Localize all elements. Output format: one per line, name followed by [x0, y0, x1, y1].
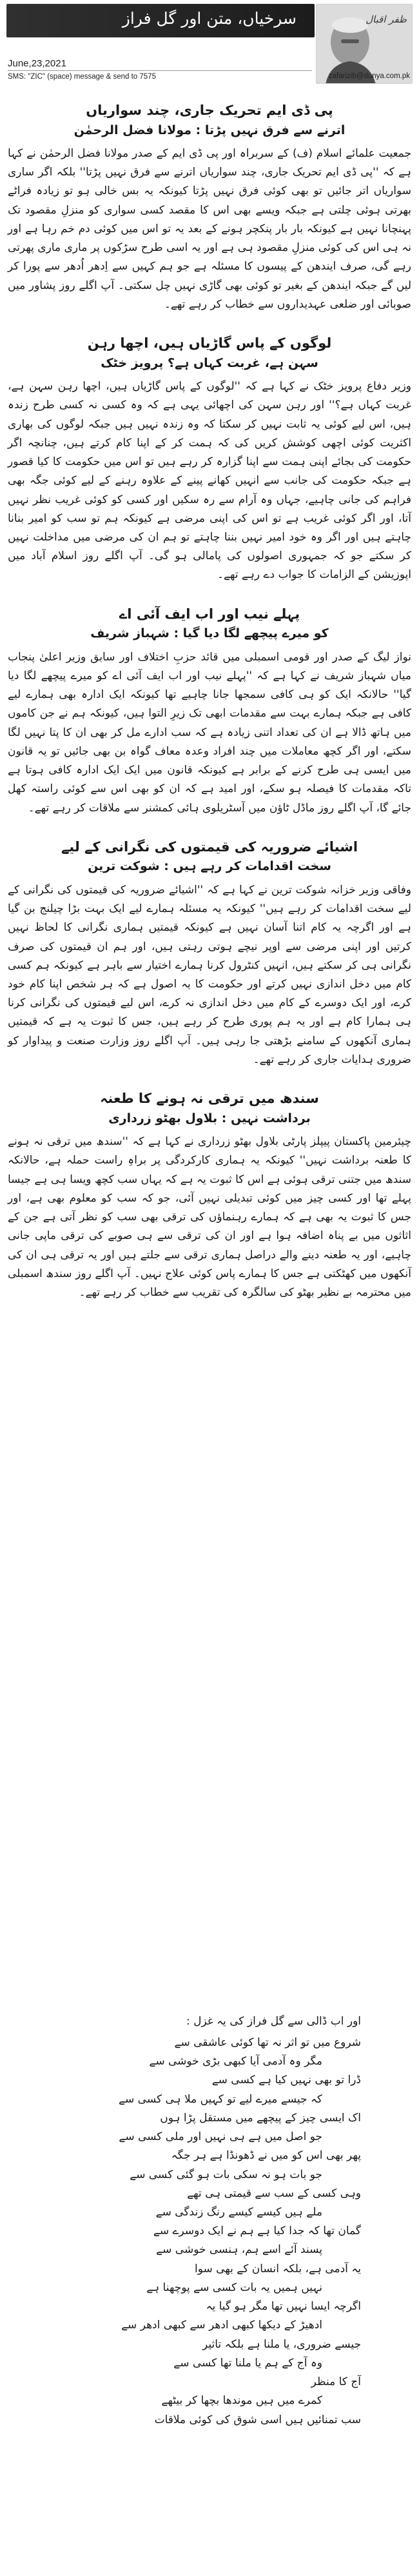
article-subhead: برداشت نہیں : بلاول بھٹو زرداری — [108, 1111, 311, 1125]
ghazal-line: ادھیڑ کے دیکھا کبھی ادھر سے کبھی ادھر سے — [121, 2319, 322, 2332]
author-signature: ظفر اقبال — [365, 14, 407, 25]
ghazal-line: یہ آدمی ہے، بلکہ انسان کے بھی سوا — [194, 2262, 361, 2275]
ghazal-line: سب تمنائیں ہیں اسی شوق کی کوئی ملاقات — [154, 2413, 361, 2426]
ghazal-line: اک ایسی چیز کے پیچھے میں مستقل پڑا ہوں — [160, 2111, 361, 2125]
title-banner — [6, 4, 315, 37]
article-section — [8, 604, 411, 818]
ghazal-line: وہی کسی کے سب سے قیمتی ہی تھے — [187, 2186, 361, 2200]
ghazal-line: ملے ہیں کیسے کیسے رنگ زندگی سے — [155, 2206, 322, 2219]
ghazal-line: جو بات ہو نہ سکی بات ہو گئی کسی سے — [130, 2168, 322, 2181]
ghazal-line: کہ جیسے میرے لیے تو کہیں ملا ہی کسی سے — [119, 2092, 322, 2106]
article-section — [8, 333, 411, 585]
article-headline: اشیائے ضروریہ کی قیمتوں کی نگرانی کے لیے — [61, 838, 358, 855]
column-body — [8, 97, 411, 1309]
ghazal-line: آج کا منظر — [311, 2375, 361, 2389]
article-headline: لوگوں کے پاس گاڑیاں ہیں، اچھا رہن — [87, 335, 332, 352]
ghazal-line: نہیں ہمیں یہ بات کسی سے پوچھنا ہے — [146, 2281, 322, 2294]
column-masthead — [6, 4, 413, 94]
article-headline: سندھ میں ترقی نہ ہونے کا طعنہ — [100, 1091, 319, 1107]
article-subhead: کو میرے پیچھے لگا دیا گیا : شہباز شریف — [90, 626, 329, 641]
article-headline: پہلے نیب اور اب ایف آئی اے — [119, 606, 300, 622]
article-subhead: سہن ہے، غربت کہاں ہے؟ پرویز خٹک — [101, 355, 318, 370]
article-section — [8, 837, 411, 1069]
ghazal-line: شروع میں تو اثر نہ تھا کوئی عاشقی سے — [174, 2036, 361, 2049]
article-paragraph: وفاقی وزیر خزانہ شوکت ترین نے کہا ہے کہ ''اشیائے ضروریہ کی قیمتوں کی نگرانی کے لیے سخت اقدامات کر رہے ہیں'' کیونکہ یہ مسئلہ ہمارے لیے ایک بہت بڑا چیلنج بن گیا ہے اور اگرچہ یہ کام اتنا آسان نہیں ہے کیونکہ قیمتیں ہماری نگرانی کا لحاظ نہیں کرتیں اور اپنی مرضی سے اوپر نیچے ہوتی رہتی ہیں، اور ہم ان قیمتوں کی صرف نگرانی ہی کر سکتے ہیں، انہیں کنٹرول کرنا ہمارے اختیار سے باہر ہے کیونکہ ہم کسی کام میں دخل اندازی نہیں کرتے اور حکومت کا یہ اصول ہے کہ ہر شخص اپنا کام خود کرے، اور ایک دوسرے کے کام میں دخل اندازی نہ کرے، اس لیے قیمتوں کی نگرانی کرنا ہی ہمارا کام ہے اور یہ ہم پوری طرح کر رہے ہیں، جس کا ثبوت یہ ہے کہ قیمتیں ہماری آنکھوں کے سامنے بڑھتی جا رہی ہیں۔ آپ اگلے روز وزارت صنعت و پیداوار کو ضروری ہدایات جاری کر رہے تھے۔ — [8, 883, 411, 1066]
ghazal-line: جیسے ضروری، یا ملنا ہے بلکہ تاثیر — [202, 2337, 361, 2351]
ghazal-line: گمان تھا کہ جدا کیا ہے ہم نے ایک دوسرے سے — [153, 2224, 361, 2238]
ghazal-line: وہ آج کے ہم یا ملنا تھا کسی سے — [173, 2356, 322, 2370]
ghazal-line: مگر وہ آدمی آیا کبھی بڑی خوشی سے — [149, 2055, 322, 2068]
ghazal-intro: اور اب ڈالی سے گل فراز کی یہ غزل : — [186, 2015, 361, 2028]
ghazal-line: ڈرا تو بھی نہیں کیا ہے کسی سے — [211, 2074, 361, 2087]
article-section — [8, 1089, 411, 1302]
article-paragraph: نواز لیگ کے صدر اور قومی اسمبلی میں قائد حزبِ اختلاف اور سابق وزیر اعلیٰ پنجاب میاں شہباز شریف نے کہا ہے کہ ''پہلے نیب اور اب ایف آئی اے کو میرے پیچھے لگا دیا گیا'' حالانکہ ایک کو ہی کافی سمجھا جانا چاہیے تھا کیونکہ ایک ادارہ بھی ہمارے لیے کافی ہے جبکہ ہمارے بہت سے مقدمات ابھی تک زیرِ التوا ہیں، کیونکہ ہم نے جن کاموں میں ہاتھ ڈالا ہے ان کی تعداد اتنی زیادہ ہے کہ سب ادارے مل کر بھی ان کا پتا نہیں لگا سکتے، اور اگر کچھ معاملات میں چند افراد وعدہ معاف گواہ بن بھی جائیں تو یہ قانون میں ایسی ہی طرح کرنے کے برابر ہے کیونکہ قانون میں ایک ایک ادارہ کافی ہوتا ہے تاکہ مقدمات کا فیصلہ ہو سکے، اور امید ہے کہ ان کو بھی اس سے کوئی راستہ کھل جائے گا، آپ اگلے روز ماڈل ٹاؤن میں آسٹریلوی ہائی کمشنر سے ملاقات کر رہے تھے۔ — [8, 650, 411, 815]
ghazal-line: کمرے میں ہیں موندھا بچھا کر بیٹھے — [161, 2394, 322, 2408]
ghazal-line: اگرچہ ایسا نہیں تھا مگر ہو گیا یہ — [206, 2300, 361, 2313]
article-paragraph: جمعیت علمائے اسلام (ف) کے سربراہ اور پی ڈی ایم کے صدر مولانا فضل الرحمٰن نے کہا ہے کہ ''پی ڈی ایم تحریک جاری، چند سواریاں اترنے سے فرق نہیں پڑتا'' بلکہ اگر ساری سواریاں اتر جائیں تو بھی کوئی فرق نہیں پڑتا کیونکہ یہ بس خالی ہو تو زیادہ فراٹے بھرتی ہوئی چلتی ہے جبکہ ویسے بھی اس کا مقصد کسی سواری کو منزلِ مقصود تک پہنچانا نہیں ہے کیونکہ بار بار پنکچر ہونے کے بعد یہ تو اس میں کوئی دم خم رہا ہے اور نہ ہی اس کی کوئی منزلِ مقصود ہی ہے اور یہ اسی طرح سڑکوں پر ماری ماری پھرتی رہے گی، صرف ایندھن کے پیسوں کا مسئلہ ہے جو ہم کہیں سے اِدھر اُدھر سے پورا کر لیں گے جبکہ ایندھن کے بغیر تو کوئی بھی گاڑی نہیں چل سکتی۔ آپ اگلے روز پشاور میں صوبائی اور ضلعی عہدیداروں سے خطاب کر رہے تھے۔ — [8, 147, 411, 311]
ghazal-section — [58, 2012, 361, 2430]
article-paragraph: وزیر دفاع پرویز خٹک نے کہا ہے کہ ''لوگوں کے پاس گاڑیاں ہیں، اچھا رہن سہن ہے، غربت کہاں ہے؟'' اور رہن سہن کی اچھائی یہی ہے کہ وہ کسی نہ کسی طرح زندہ ہیں، اس لیے کوئی یہ ثابت نہیں کر سکتا کہ وہ زندہ نہیں ہیں جبکہ لوگوں کی بھاری اکثریت کوئی اچھی کوشش کریں کی کہ ہمت کر کے اپنا کام کرتے ہیں، چنانچہ اگر حکومت کی بجائے اپنی ہمت سے اپنا گزارہ کر رہے ہیں تو اس میں حکومت کا کیا قصور ہے جبکہ حکومت کی جانب سے انہیں کھانے پینے کے علاوہ رہنے کے لیے کوئی جگہ بھی فراہم کی جانی چاہیے، جہاں وہ آرام سے رہ سکیں اور کسی کو کوئی غریب نظر نہیں آتا، اور اگر کوئی غریب ہے تو اس کی اپنی مرضی ہے کیونکہ ہم تو سب کو امیر بنانا چاہتے ہیں اور اگر وہ خود امیر نہیں بننا چاہتے تو ہم ان کی مرضی میں مداخلت نہیں کر سکتے جو کہ جمہوری اصولوں کی پامالی ہو گی۔ آپ اگلے روز اسلام آباد میں اپوزیشن کے الزامات کا جواب دے رہے تھے۔ — [8, 380, 411, 582]
author-email: zafarizib@dunya.com.pk — [328, 72, 410, 80]
ghazal-line: پسند آئے اسے ہم، ہنسی خوشی سے — [156, 2243, 322, 2257]
article-paragraph: چیئرمین پاکستان پیپلز پارٹی بلاول بھٹو زرداری نے کہا ہے کہ ''سندھ میں ترقی نہ ہونے کا طعنہ برداشت نہیں'' کیونکہ یہ ہماری کارکردگی پر براہِ راست حملہ ہے، حالانکہ سندھ میں جتنی ترقی ہوئی ہے اس کا ثبوت یہ ہے کہ یہاں سب کچھ ویسا ہی ہے جیسا پہلے تھا اور کسی چیز میں کوئی تبدیلی نہیں آئی، جو کہ سب کو معلوم بھی ہے، اور جس کا ثبوت یہ بھی ہے کہ ہمارے رہنماؤں کی ترقی بھی سب کو نظر آتی ہے جن کے اثاثوں میں بے پناہ اضافہ ہوا ہے اور ان کی ترقی سے ہی صوبے کی ترقی ماپی جانی چاہیے، اور یہ طعنہ دینے والے دراصل ہماری ترقی سے جلتے ہیں اور یہ ترقی ہی ان کی آنکھوں میں کھٹکتی ہے جس کا ہمارے پاس کوئی علاج نہیں۔ آپ اگلے روز سندھ اسمبلی میں محترمہ بے نظیر بھٹو کی سالگرہ کی تقریب سے خطاب کر رہے تھے۔ — [7, 1135, 411, 1300]
article-subhead: سخت اقدامات کر رہے ہیں : شوکت ترین — [88, 859, 331, 874]
ghazal-line: پھر بھی اس کو میں نے ڈھونڈا ہے ہر جگہ — [171, 2149, 361, 2163]
article-subhead: اترنے سے فرق نہیں پڑتا : مولانا فضل الرحمٰن — [73, 123, 346, 137]
ghazal-line: جو اصل میں ہے ہی نہیں اور ملی کسی سے — [119, 2130, 322, 2144]
article-section — [8, 101, 411, 314]
article-headline: پی ڈی ایم تحریک جاری، چند سواریاں — [86, 103, 333, 118]
column-title: سرخیاں، متن اور گل فراز — [122, 9, 297, 28]
publish-date: June,23,2021 — [8, 58, 66, 69]
sms-instruction: SMS: "ZIC" (space) message & send to 7575 — [8, 70, 312, 83]
